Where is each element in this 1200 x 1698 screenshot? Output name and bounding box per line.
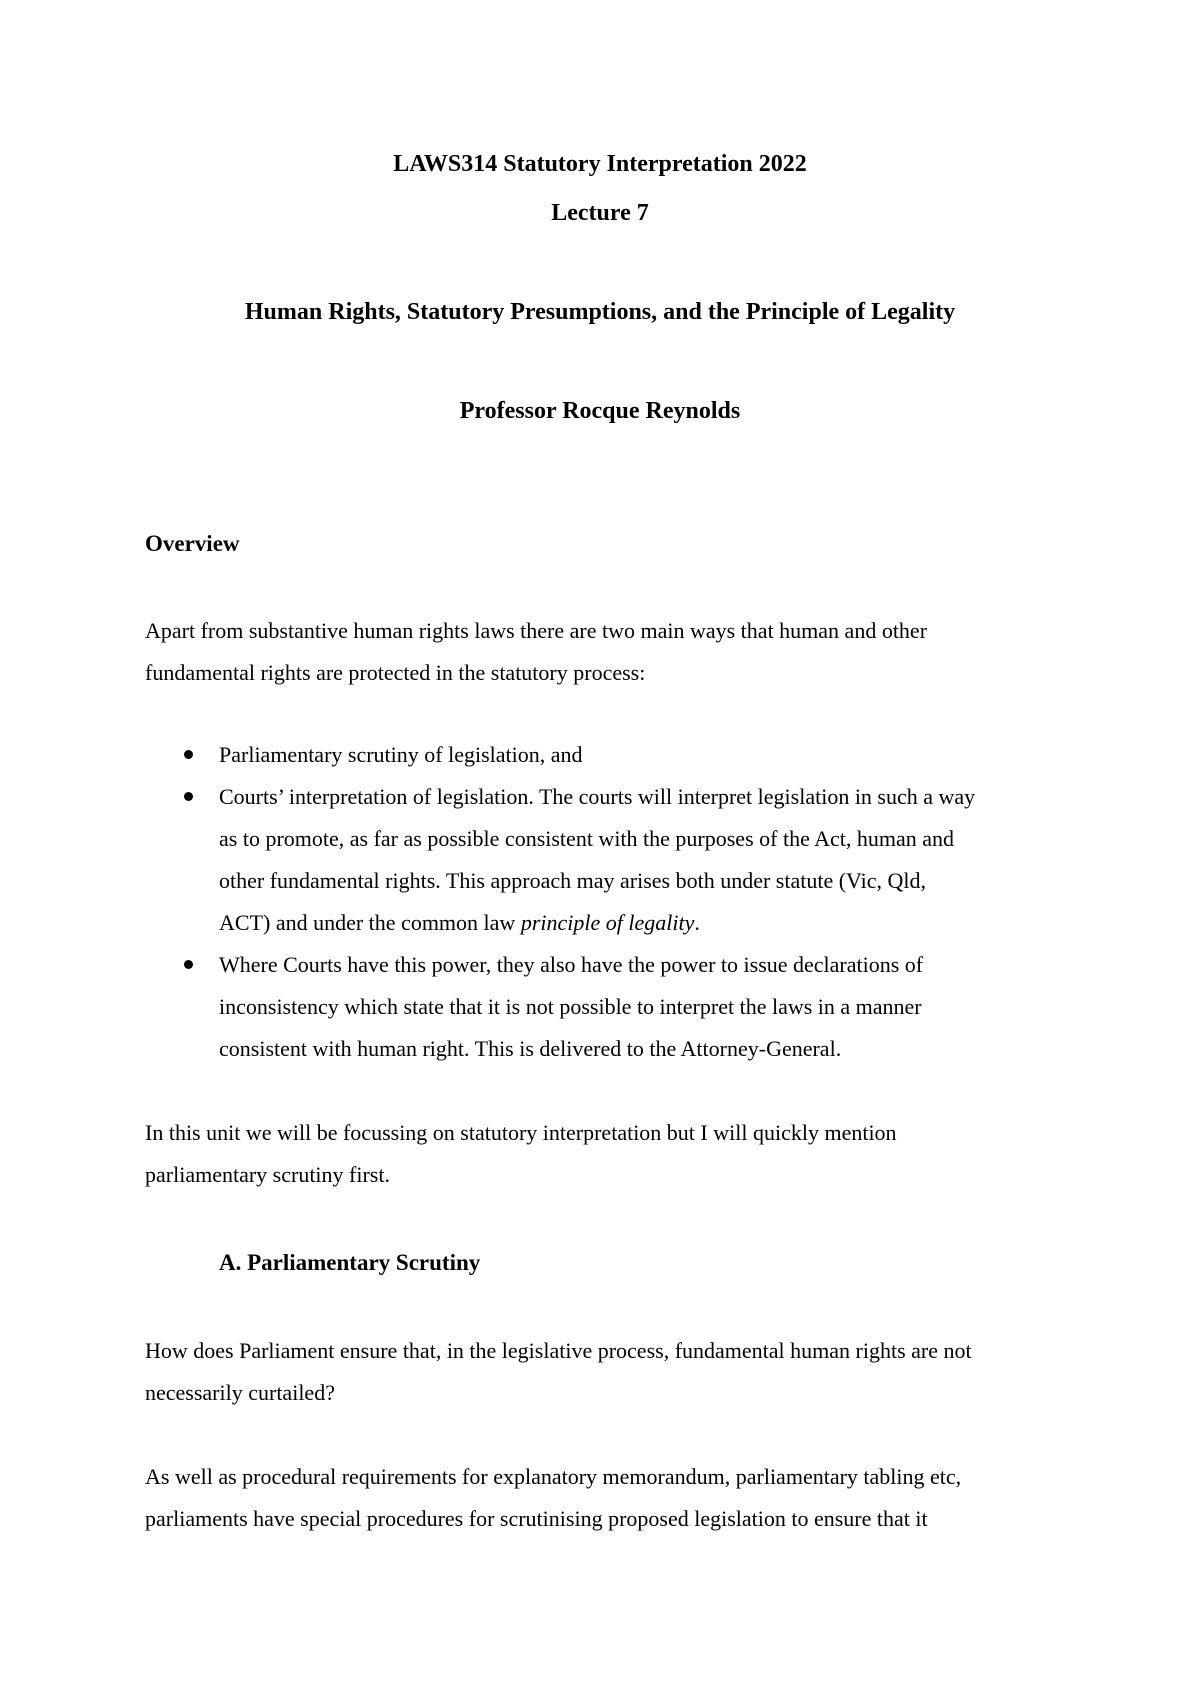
bullet-text-suffix: . (694, 910, 700, 935)
overview-intro-line: Apart from substantive human rights laws there are two main ways that human and other (145, 618, 928, 643)
bullet-text-line: inconsistency which state that it is not possible to interpret the laws in a manner (219, 994, 922, 1019)
lecture-number: Lecture 7 (551, 200, 649, 226)
bullet-text-line (219, 910, 700, 936)
bullet-text-line: Parliamentary scrutiny of legislation, and (219, 742, 583, 767)
overview-closing-line: parliamentary scrutiny first. (145, 1162, 390, 1187)
section-a-question-line: necessarily curtailed? (145, 1380, 335, 1405)
bullet-marker (184, 960, 193, 969)
section-a-paragraph-line: As well as procedural requirements for explanatory memorandum, parliamentary tabling etc, (145, 1464, 962, 1489)
overview-closing-line: In this unit we will be focussing on statutory interpretation but I will quickly mention (145, 1120, 897, 1145)
lecture-topic: Human Rights, Statutory Presumptions, and the Principle of Legality (244, 299, 956, 325)
bullet-text-line: Where Courts have this power, they also have the power to issue declarations of (219, 952, 924, 977)
section-a-paragraph-line: parliaments have special procedures for scrutinising proposed legislation to ensure that it (145, 1506, 928, 1531)
bullet-text-line: Courts’ interpretation of legislation. The courts will interpret legislation in such a way (219, 784, 976, 809)
section-a-heading: A. Parliamentary Scrutiny (219, 1250, 481, 1275)
course-title: LAWS314 Statutory Interpretation 2022 (393, 151, 807, 177)
bullet-marker (184, 792, 193, 801)
principle-of-legality-term: principle of legality (520, 910, 695, 935)
section-a-question-line: How does Parliament ensure that, in the legislative process, fundamental human rights are not (145, 1338, 972, 1363)
bullet-text-line: as to promote, as far as possible consistent with the purposes of the Act, human and (219, 826, 955, 851)
bullet-text-prefix: ACT) and under the common law (219, 910, 521, 935)
overview-heading: Overview (145, 531, 240, 556)
overview-intro-line: fundamental rights are protected in the statutory process: (145, 660, 646, 685)
bullet-text-line: consistent with human right. This is delivered to the Attorney-General. (219, 1036, 842, 1061)
bullet-text-line: other fundamental rights. This approach may arises both under statute (Vic, Qld, (219, 868, 926, 893)
author-name: Professor Rocque Reynolds (459, 398, 741, 424)
bullet-marker (184, 750, 193, 759)
